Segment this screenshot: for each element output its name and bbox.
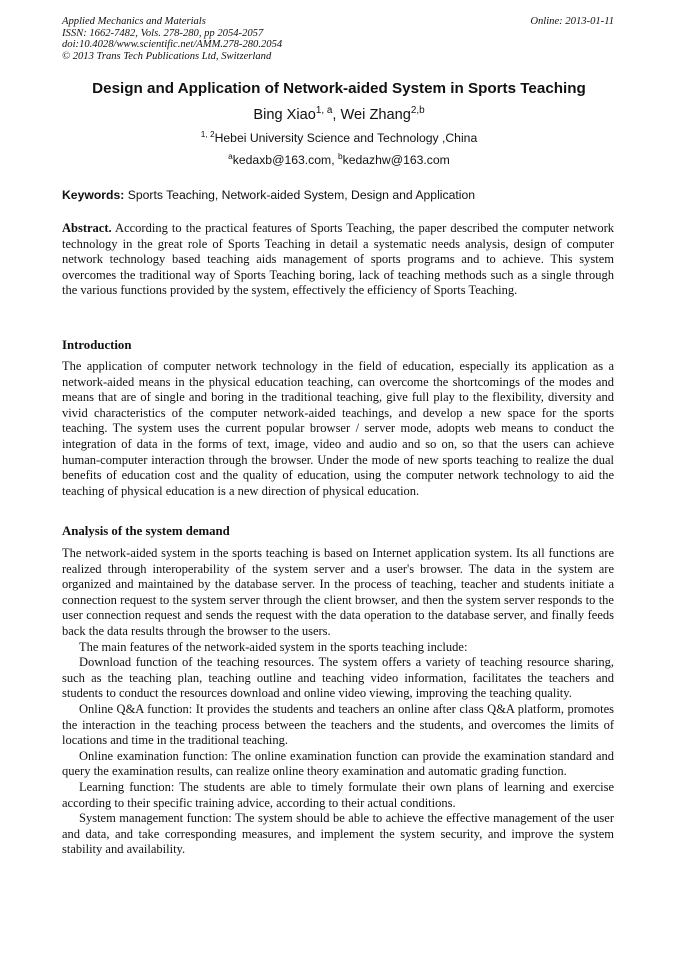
author-superscript: 2,b xyxy=(410,104,425,116)
email-address: kedazhw@163.com xyxy=(342,153,450,167)
section-heading-introduction: Introduction xyxy=(62,338,132,352)
author-name: Wei Zhang xyxy=(340,107,411,123)
introduction-body xyxy=(62,359,614,499)
email-superscript: a xyxy=(228,150,233,161)
journal-header xyxy=(62,16,482,62)
paragraph: The network-aided system in the sports teaching is based on Internet application system. Its all functions are realized through interoperability of the system server and a user's browser. The data in the system are organized and maintained by the database server. In the process of teaching, teacher and students initiate a connection request to the system server through the client browser, and then the system server responds to the user connection request and sends the request with the data operation to the database server, and finally feeds back the data results through the browser to the users. xyxy=(62,546,614,638)
paragraph: Learning function: The students are able to timely formulate their own plans of learning and exercise according to their specific training advice, according to their actual conditions. xyxy=(62,779,614,810)
affiliation-superscript: 1, 2 xyxy=(200,128,215,139)
journal-name: Applied Mechanics and Materials xyxy=(62,16,206,27)
analysis-body xyxy=(62,546,614,858)
author-separator: , xyxy=(332,107,341,123)
email-address: kedaxb@163.com, xyxy=(232,153,338,167)
issn-line: ISSN: 1662-7482, Vols. 278-280, pp 2054-2057 xyxy=(62,27,264,39)
author-name: Bing Xiao xyxy=(253,107,316,123)
paragraph: System management function: The system should be able to achieve the effective management of the user and data, and take corresponding measures, and implement the system security, and improve the system stability and availability. xyxy=(62,811,614,857)
email-superscript: b xyxy=(337,150,343,161)
copyright-line: © 2013 Trans Tech Publications Ltd, Switzerland xyxy=(62,50,272,62)
section-heading-analysis: Analysis of the system demand xyxy=(62,524,230,538)
online-date: Online: 2013-01-11 xyxy=(530,16,614,27)
abstract xyxy=(62,221,614,299)
paragraph: The application of computer network technology in the field of education, especially its application as a network-aided means in the physical education teaching, can overcome the shortcomings of the modes and means that are of single and boring in the traditional teaching, give full play to the flexibility, diversity and vivid characteristics of the computer network-aided teachings, and develop a new space for the sports teaching. The system uses the current popular browser / server mode, adopts web means to conduct the integration of data in the forms of text, image, video and audio and so on, so that the users can achieve human-computer interaction through the browser. Under the mode of new sports teaching to realize the dual benefits of education cost and the quality of education, using the computer network technology to aid the teaching of physical education is a new direction of physical education. xyxy=(62,359,614,498)
keywords-label: Keywords: xyxy=(62,188,125,202)
doi-line: doi:10.4028/www.scientific.net/AMM.278-280.2054 xyxy=(62,39,283,51)
affiliation xyxy=(40,130,638,146)
author-superscript: 1, a xyxy=(315,104,333,116)
paper-title: Design and Application of Network-aided System in Sports Teaching xyxy=(92,80,586,97)
paragraph: Online Q&A function: It provides the students and teachers an online after class Q&A platform, promotes the interaction in the teaching process between the teachers and the students, and overcomes the limits of locations and time in the traditional teaching. xyxy=(62,701,614,748)
paragraph: The main features of the network-aided system in the sports teaching include: xyxy=(79,639,468,654)
keywords-text: Sports Teaching, Network-aided System, Design and Application xyxy=(124,188,476,202)
author-line xyxy=(40,105,638,125)
abstract-text: According to the practical features of Sports Teaching, the paper described the computer network technology in the great role of Sports Teaching in detail a systematic needs analysis, design of computer network technology based teaching aids management of sports programs and to achieve. This system overcomes the traditional way of Sports Teaching boring, lack of teaching methods such as a single through the various functions provided by the system, effectively the efficiency of Sports Teaching. xyxy=(62,221,614,298)
affiliation-text: Hebei University Science and Technology ,China xyxy=(214,131,478,145)
email-line xyxy=(40,152,638,168)
abstract-label: Abstract. xyxy=(62,221,112,235)
keywords xyxy=(62,187,618,203)
paragraph: Online examination function: The online examination function can provide the examination standard and query the examination results, can realize online theory examination and automatic grading function. xyxy=(62,748,614,779)
paragraph: Download function of the teaching resources. The system offers a variety of teaching resource sharing, such as the teaching plan, teaching outline and teaching video information, facilitates the teachers and students to conduct the resources download and online video viewing, improving the teaching quality. xyxy=(62,655,614,701)
